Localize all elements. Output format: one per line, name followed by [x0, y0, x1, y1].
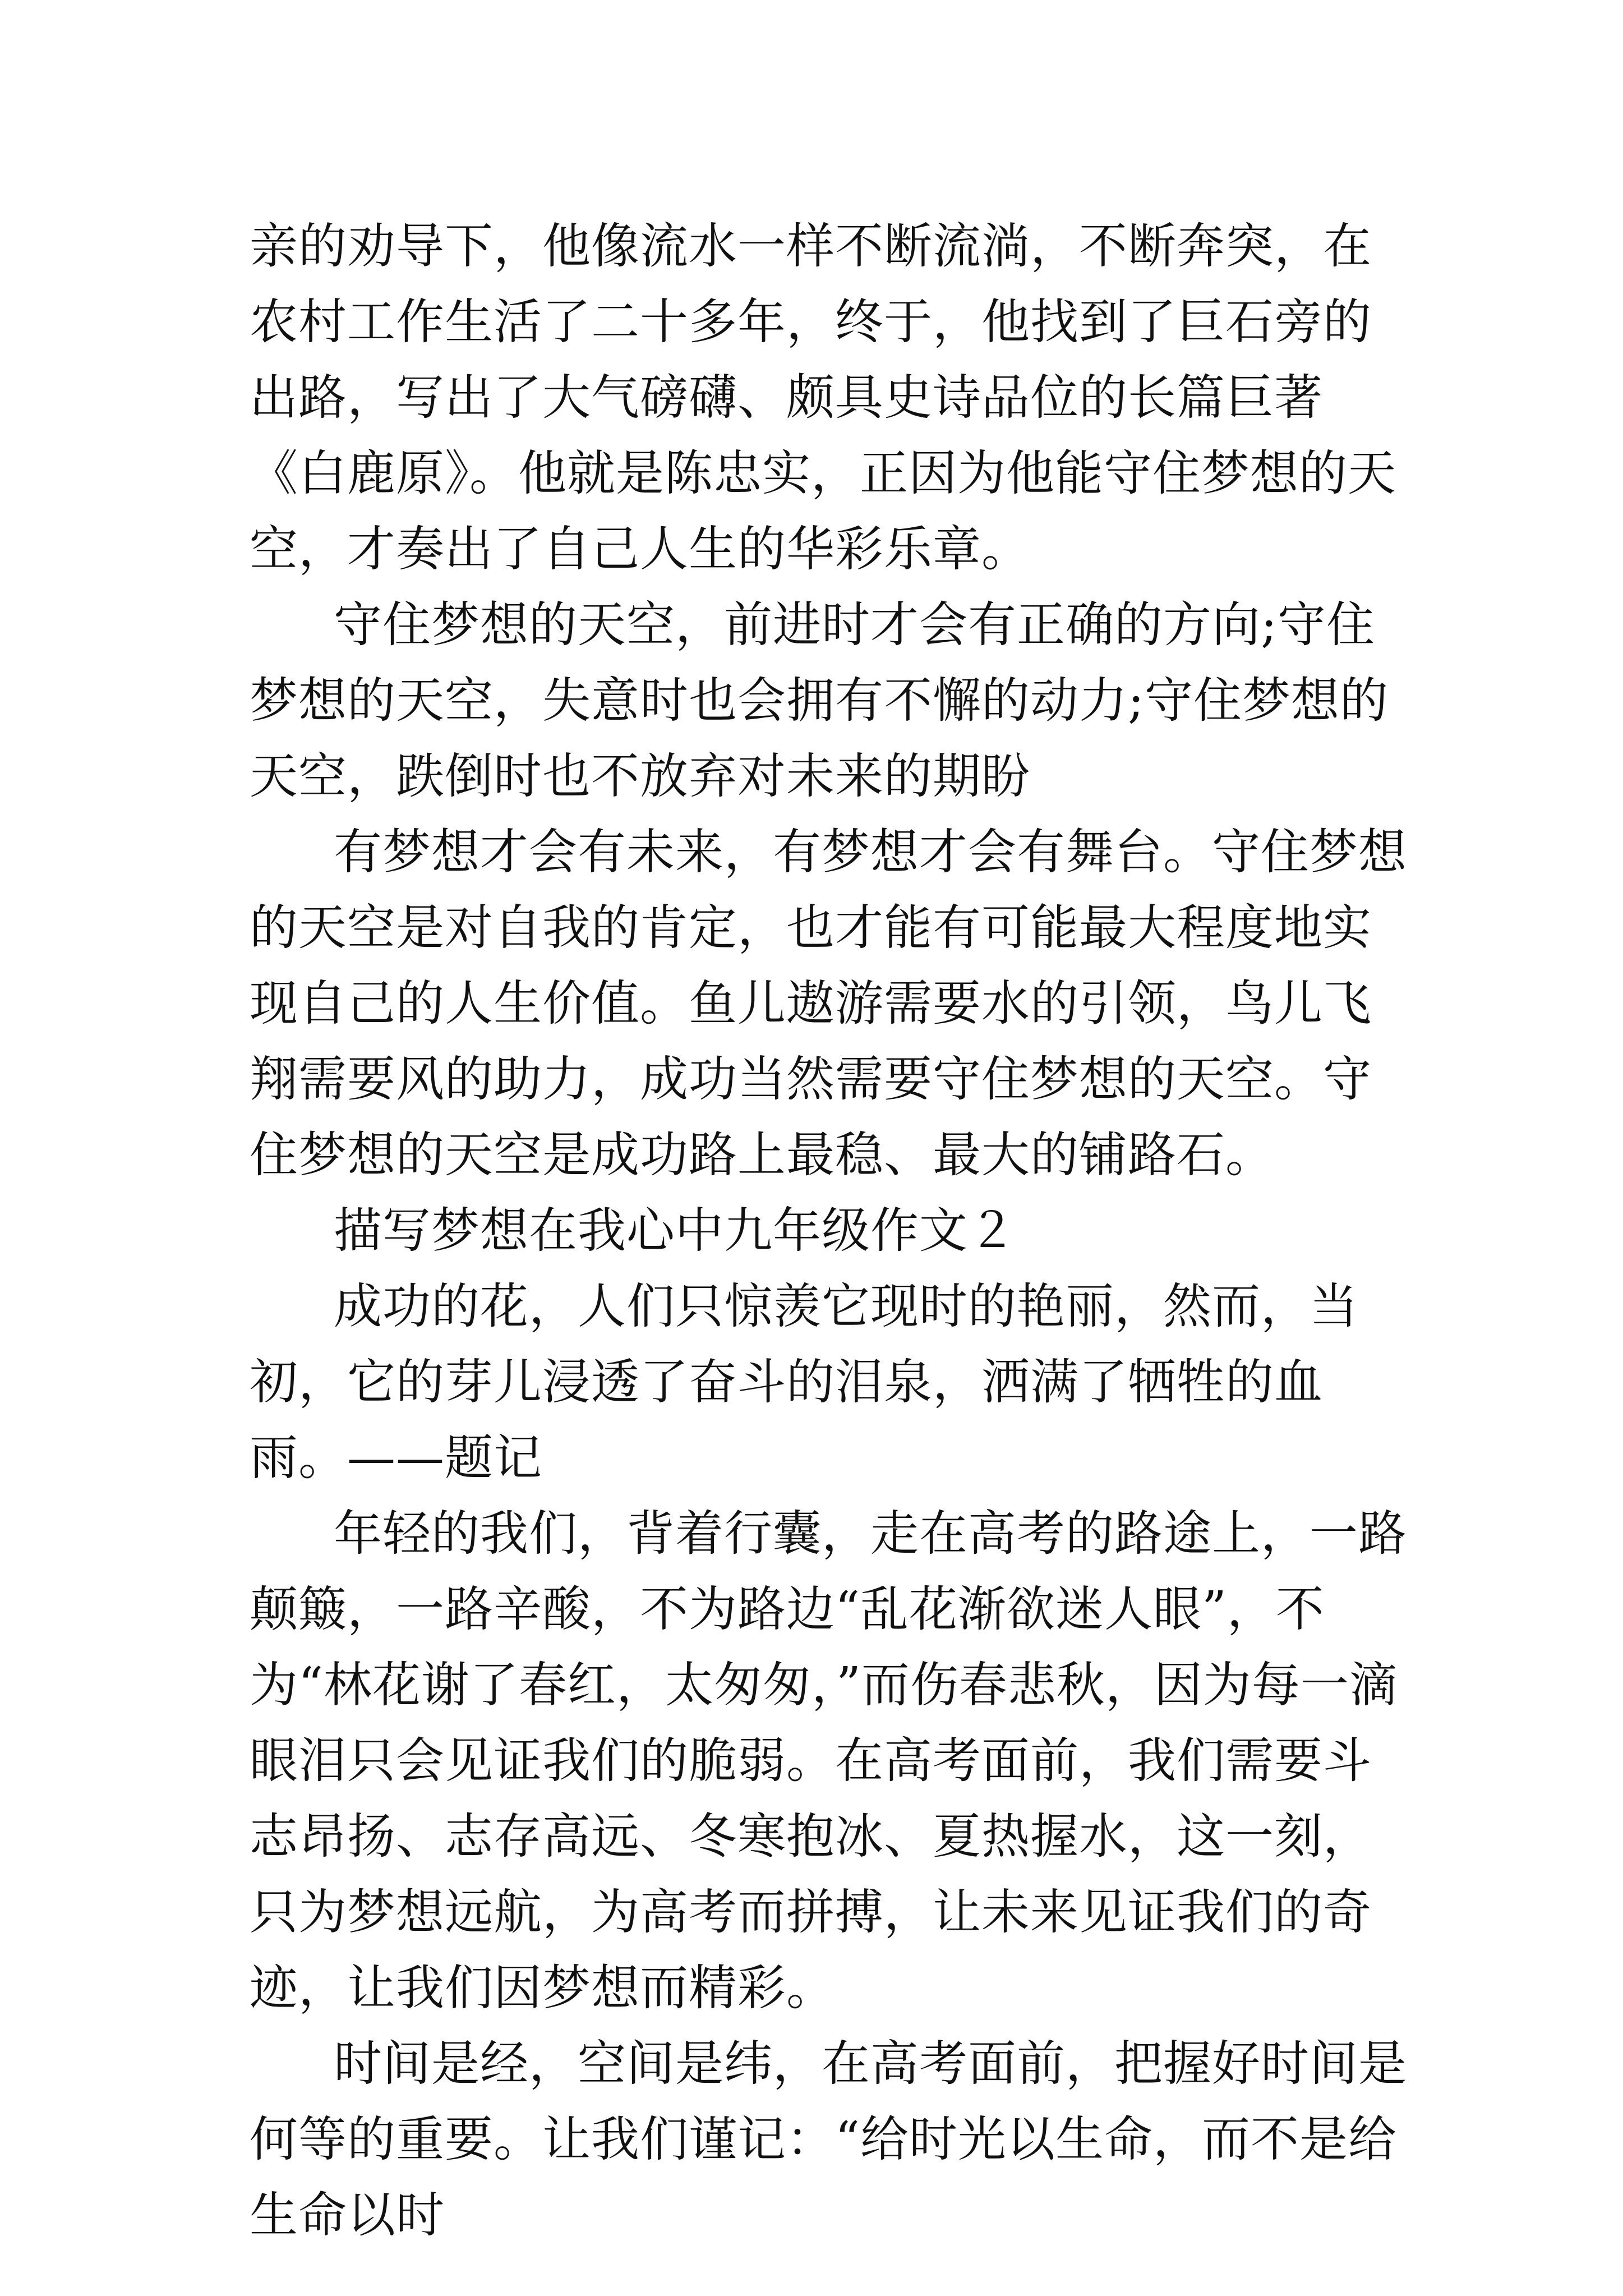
paragraph: 成功的花，人们只惊羡它现时的艳丽，然而，当初，它的芽儿浸透了奋斗的泪泉，洒满了牺牲的血雨。——题记 [250, 1278, 1358, 1486]
paragraph: 守住梦想的天空，前进时才会有正确的方向;守住梦想的天空，失意时也会拥有不懈的动力;守住梦想的天空，跌倒时也不放弃对未来的期盼 [250, 597, 1389, 804]
section-heading: 描写梦想在我心中九年级作文２ [334, 1203, 1017, 1259]
paragraph: 时间是经，空间是纬，在高考面前，把握好时间是何等的重要。让我们谨记：“给时光以生命，而不是给生命以时 [250, 2036, 1407, 2243]
document-body [250, 209, 1416, 2253]
paragraph: 亲的劝导下，他像流水一样不断流淌，不断奔突，在农村工作生活了二十多年，终于，他找到了巨石旁的出路，写出了大气磅礴、颇具史诗品位的长篇巨著《白鹿原》。他就是陈忠实，正因为他能守住梦想的天空，才奏出了自己人生的华彩乐章。 [250, 218, 1396, 577]
paragraph: 有梦想才会有未来，有梦想才会有舞台。守住梦想的天空是对自我的肯定，也才能有可能最大程度地实现自己的人生价值。鱼儿遨游需要水的引领，鸟儿飞翔需要风的助力，成功当然需要守住梦想的天空。守住梦想的天空是成功路上最稳、最大的铺路石。 [250, 824, 1407, 1183]
paragraph: 年轻的我们，背着行囊，走在高考的路途上，一路颠簸，一路辛酸，不为路边“乱花渐欲迷人眼”，不为“林花谢了春红，太匆匆，”而伤春悲秋，因为每一滴眼泪只会见证我们的脆弱。在高考面前，我们需要斗志昂扬、志存高远、冬寒抱冰、夏热握水，这一刻，只为梦想远航，为高考而拼搏，让未来见证我们的奇迹，让我们因梦想而精彩。 [250, 1506, 1407, 2016]
